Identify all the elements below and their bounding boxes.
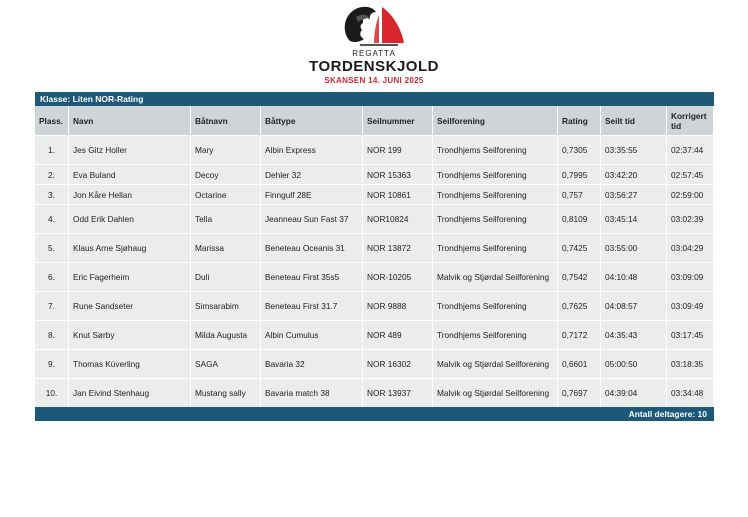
regatta-logo-graphic <box>336 3 412 49</box>
cell-boat-name: Mustang sally <box>191 378 261 407</box>
cell-corrected-time: 02:57:45 <box>667 164 714 184</box>
cell-sailed-time: 04:39:04 <box>601 378 667 407</box>
col-boat-type: Båttype <box>261 106 363 135</box>
col-corrected-time: Korrigert tid <box>667 106 714 135</box>
participants-count: Antall deltagere: 10 <box>35 407 714 421</box>
cell-rating: 0,6601 <box>558 349 601 378</box>
cell-corrected-time: 03:09:09 <box>667 262 714 291</box>
cell-place: 8. <box>35 320 69 349</box>
results-table <box>35 106 714 407</box>
cell-boat-type: Beneteau First 31.7 <box>261 291 363 320</box>
cell-sailed-time: 03:35:55 <box>601 135 667 164</box>
cell-place: 10. <box>35 378 69 407</box>
cell-boat-name: Mary <box>191 135 261 164</box>
cell-sail-number: NOR 15363 <box>363 164 433 184</box>
event-logo <box>0 3 748 89</box>
cell-sail-number: NOR-10205 <box>363 262 433 291</box>
cell-boat-type: Bavaria 32 <box>261 349 363 378</box>
cell-boat-type: Bavaria match 38 <box>261 378 363 407</box>
cell-sailed-time: 04:35:43 <box>601 320 667 349</box>
cell-sailed-time: 05:00:50 <box>601 349 667 378</box>
cell-club: Malvik og Stjørdal Seilforening <box>433 378 558 407</box>
col-place: Plass. <box>35 106 69 135</box>
cell-sail-number: NOR 13937 <box>363 378 433 407</box>
cell-boat-type: Jeanneau Sun Fast 37 <box>261 204 363 233</box>
table-row <box>35 349 714 378</box>
cell-place: 6. <box>35 262 69 291</box>
cell-name: Jon Kåre Hellan <box>69 184 191 204</box>
header-row <box>35 106 714 135</box>
logo-subtitle: REGATTA <box>352 49 396 58</box>
col-sailed-time: Seilt tid <box>601 106 667 135</box>
cell-corrected-time: 03:18:35 <box>667 349 714 378</box>
cell-rating: 0,7425 <box>558 233 601 262</box>
cell-rating: 0,7995 <box>558 164 601 184</box>
table-row <box>35 378 714 407</box>
cell-club: Trondhjems Seilforening <box>433 320 558 349</box>
cell-place: 7. <box>35 291 69 320</box>
cell-sailed-time: 04:08:57 <box>601 291 667 320</box>
col-name: Navn <box>69 106 191 135</box>
cell-sail-number: NOR 10861 <box>363 184 433 204</box>
cell-name: Klaus Arne Sjøhaug <box>69 233 191 262</box>
cell-boat-name: Decoy <box>191 164 261 184</box>
cell-name: Knut Sørby <box>69 320 191 349</box>
cell-place: 4. <box>35 204 69 233</box>
col-sail-number: Seilnummer <box>363 106 433 135</box>
cell-rating: 0,7697 <box>558 378 601 407</box>
cell-boat-type: Finngulf 28E <box>261 184 363 204</box>
table-row <box>35 233 714 262</box>
cell-place: 9. <box>35 349 69 378</box>
cell-name: Jan Eivind Stenhaug <box>69 378 191 407</box>
cell-sailed-time: 04:10:48 <box>601 262 667 291</box>
col-club: Seilforening <box>433 106 558 135</box>
table-row <box>35 164 714 184</box>
cell-boat-type: Dehler 32 <box>261 164 363 184</box>
cell-club: Malvik og Stjørdal Seilforening <box>433 349 558 378</box>
cell-club: Trondhjems Seilforening <box>433 164 558 184</box>
cell-boat-name: Simsarabim <box>191 291 261 320</box>
cell-sailed-time: 03:56:27 <box>601 184 667 204</box>
cell-name: Eva Buland <box>69 164 191 184</box>
cell-place: 3. <box>35 184 69 204</box>
cell-sail-number: NOR 9888 <box>363 291 433 320</box>
cell-sailed-time: 03:55:00 <box>601 233 667 262</box>
cell-boat-type: Beneteau Oceanis 31 <box>261 233 363 262</box>
col-rating: Rating <box>558 106 601 135</box>
cell-club: Trondhjems Seilforening <box>433 233 558 262</box>
cell-corrected-time: 03:34:48 <box>667 378 714 407</box>
cell-boat-type: Albin Express <box>261 135 363 164</box>
cell-sail-number: NOR 489 <box>363 320 433 349</box>
cell-sail-number: NOR 16302 <box>363 349 433 378</box>
cell-rating: 0,7542 <box>558 262 601 291</box>
cell-boat-type: Albin Cumulus <box>261 320 363 349</box>
cell-sail-number: NOR 199 <box>363 135 433 164</box>
cell-boat-type: Beneteau First 35s5 <box>261 262 363 291</box>
cell-corrected-time: 03:17:45 <box>667 320 714 349</box>
table-row <box>35 291 714 320</box>
cell-rating: 0,757 <box>558 184 601 204</box>
cell-place: 5. <box>35 233 69 262</box>
cell-place: 2. <box>35 164 69 184</box>
cell-boat-name: Tella <box>191 204 261 233</box>
cell-boat-name: Marissa <box>191 233 261 262</box>
cell-sail-number: NOR10824 <box>363 204 433 233</box>
cell-boat-name: Milda Augusta <box>191 320 261 349</box>
col-boat-name: Båtnavn <box>191 106 261 135</box>
table-row <box>35 135 714 164</box>
cell-place: 1. <box>35 135 69 164</box>
cell-boat-name: Duli <box>191 262 261 291</box>
cell-name: Jes Gitz Holler <box>69 135 191 164</box>
table-row <box>35 320 714 349</box>
cell-club: Trondhjems Seilforening <box>433 135 558 164</box>
cell-name: Eric Fagerheim <box>69 262 191 291</box>
logo-place-date: SKANSEN 14. JUNI 2025 <box>324 76 424 85</box>
cell-club: Trondhjems Seilforening <box>433 184 558 204</box>
results-table-container <box>35 92 714 421</box>
cell-rating: 0,7305 <box>558 135 601 164</box>
cell-boat-name: SAGA <box>191 349 261 378</box>
table-row <box>35 262 714 291</box>
cell-club: Trondhjems Seilforening <box>433 291 558 320</box>
cell-rating: 0,7625 <box>558 291 601 320</box>
cell-corrected-time: 03:04:29 <box>667 233 714 262</box>
cell-sailed-time: 03:45:14 <box>601 204 667 233</box>
cell-corrected-time: 03:02:39 <box>667 204 714 233</box>
cell-name: Rune Sandseter <box>69 291 191 320</box>
cell-name: Thomas Küverling <box>69 349 191 378</box>
cell-corrected-time: 02:37:44 <box>667 135 714 164</box>
cell-club: Trondhjems Seilforening <box>433 204 558 233</box>
cell-rating: 0,8109 <box>558 204 601 233</box>
cell-sailed-time: 03:42:20 <box>601 164 667 184</box>
cell-rating: 0,7172 <box>558 320 601 349</box>
table-row <box>35 204 714 233</box>
cell-name: Odd Erik Dahlen <box>69 204 191 233</box>
class-header: Klasse: Liten NOR-Rating <box>35 92 714 106</box>
table-row <box>35 184 714 204</box>
cell-club: Malvik og Stjørdal Seilforening <box>433 262 558 291</box>
cell-corrected-time: 02:59:00 <box>667 184 714 204</box>
cell-sail-number: NOR 13872 <box>363 233 433 262</box>
logo-title: TORDENSKJOLD <box>309 58 439 75</box>
cell-boat-name: Octarine <box>191 184 261 204</box>
cell-corrected-time: 03:09:49 <box>667 291 714 320</box>
